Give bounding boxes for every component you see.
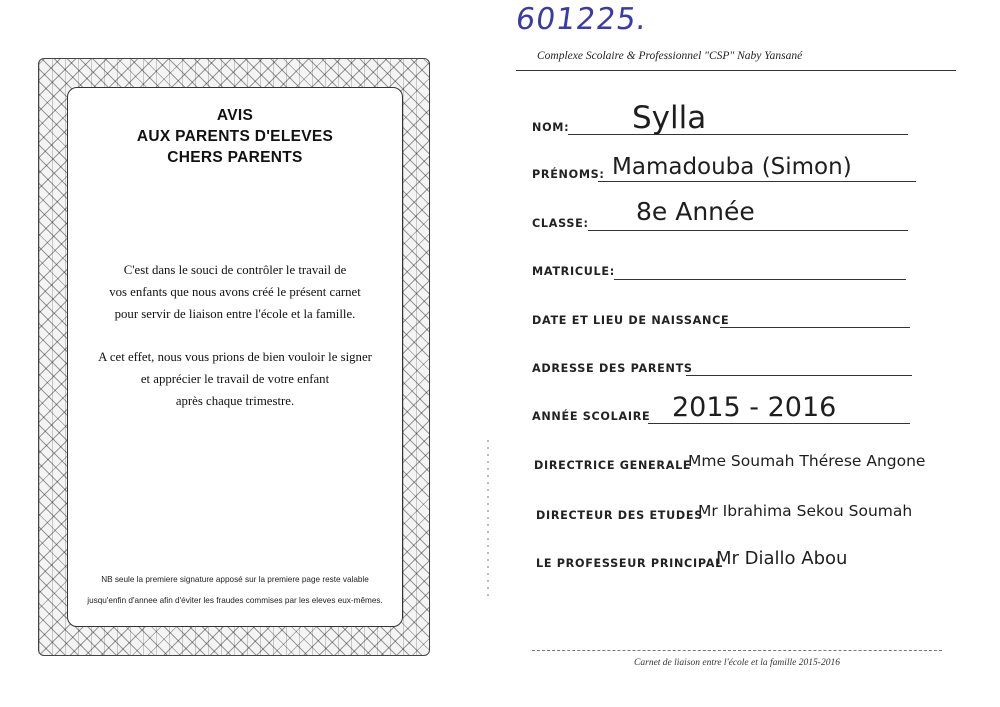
field-value-professeur-principal: Mr Diallo Abou bbox=[716, 548, 848, 569]
field-label-professeur-principal: LE PROFESSEUR PRINCIPAL bbox=[536, 557, 723, 570]
field-label-matricule: MATRICULE: bbox=[532, 265, 615, 278]
nb-note-line-2: jusqu'enfin d'annee afin d'éviter les fraudes commises par les eleves eux-mêmes. bbox=[87, 596, 383, 605]
nb-note-line-1: NB seule la premiere signature apposé sur la premiere page reste valable bbox=[101, 575, 369, 584]
notice-paragraph-2-line-1: A cet effet, nous vous prions de bien vouloir le signer bbox=[98, 350, 372, 364]
field-value-annee-scolaire: 2015 - 2016 bbox=[672, 392, 837, 423]
field-label-date-lieu-naissance: DATE ET LIEU DE NAISSANCE bbox=[532, 314, 730, 327]
field-line-matricule bbox=[614, 279, 906, 280]
notice-paragraph-2-line-2: et apprécier le travail de votre enfant bbox=[140, 372, 330, 386]
field-line-date-lieu-naissance bbox=[720, 327, 910, 328]
field-value-directeur-etudes: Mr Ibrahima Sekou Soumah bbox=[698, 502, 913, 520]
field-value-nom: Sylla bbox=[632, 100, 707, 136]
school-name: Complexe Scolaire & Professionnel "CSP" Naby Yansané bbox=[537, 50, 803, 62]
field-label-nom: NOM: bbox=[532, 121, 570, 134]
field-label-directeur-etudes: DIRECTEUR DES ETUDES bbox=[536, 509, 704, 522]
footer-rule bbox=[532, 650, 942, 651]
notice-title-line-3: CHERS PARENTS bbox=[167, 149, 303, 166]
field-label-directrice-generale: DIRECTRICE GENERALE bbox=[534, 459, 692, 472]
field-line-prenoms bbox=[598, 181, 916, 182]
header-rule bbox=[516, 70, 956, 71]
field-label-adresse-parents: ADRESSE DES PARENTS bbox=[532, 362, 693, 375]
field-value-prenoms: Mamadouba (Simon) bbox=[612, 154, 852, 180]
field-line-classe bbox=[588, 230, 908, 231]
notice-paragraph-1-line-2: vos enfants que nous avons créé le présent carnet bbox=[109, 285, 361, 299]
field-label-annee-scolaire: ANNÉE SCOLAIRE bbox=[532, 410, 651, 423]
notice-paragraph-1-line-1: C'est dans le souci de contrôler le travail de bbox=[123, 263, 347, 277]
field-value-directrice-generale: Mme Soumah Thérese Angone bbox=[688, 452, 926, 470]
notice-paragraph-1-line-3: pour servir de liaison entre l'école et la famille. bbox=[114, 307, 356, 321]
handwritten-number: 601225. bbox=[513, 2, 650, 37]
notice-title-line-2: AUX PARENTS D'ELEVES bbox=[136, 128, 334, 145]
footer-caption: Carnet de liaison entre l'école et la famille 2015-2016 bbox=[634, 658, 840, 668]
field-label-classe: CLASSE: bbox=[532, 217, 589, 230]
page-fold-marks bbox=[487, 440, 489, 600]
field-line-adresse-parents bbox=[686, 375, 912, 376]
notice-paragraph-2-line-3: après chaque trimestre. bbox=[175, 394, 295, 408]
field-line-annee-scolaire bbox=[648, 423, 910, 424]
field-line-nom bbox=[568, 134, 908, 135]
field-value-classe: 8e Année bbox=[636, 197, 755, 226]
notice-title-line-1: AVIS bbox=[216, 107, 254, 124]
field-label-prenoms: PRÉNOMS: bbox=[532, 168, 605, 181]
